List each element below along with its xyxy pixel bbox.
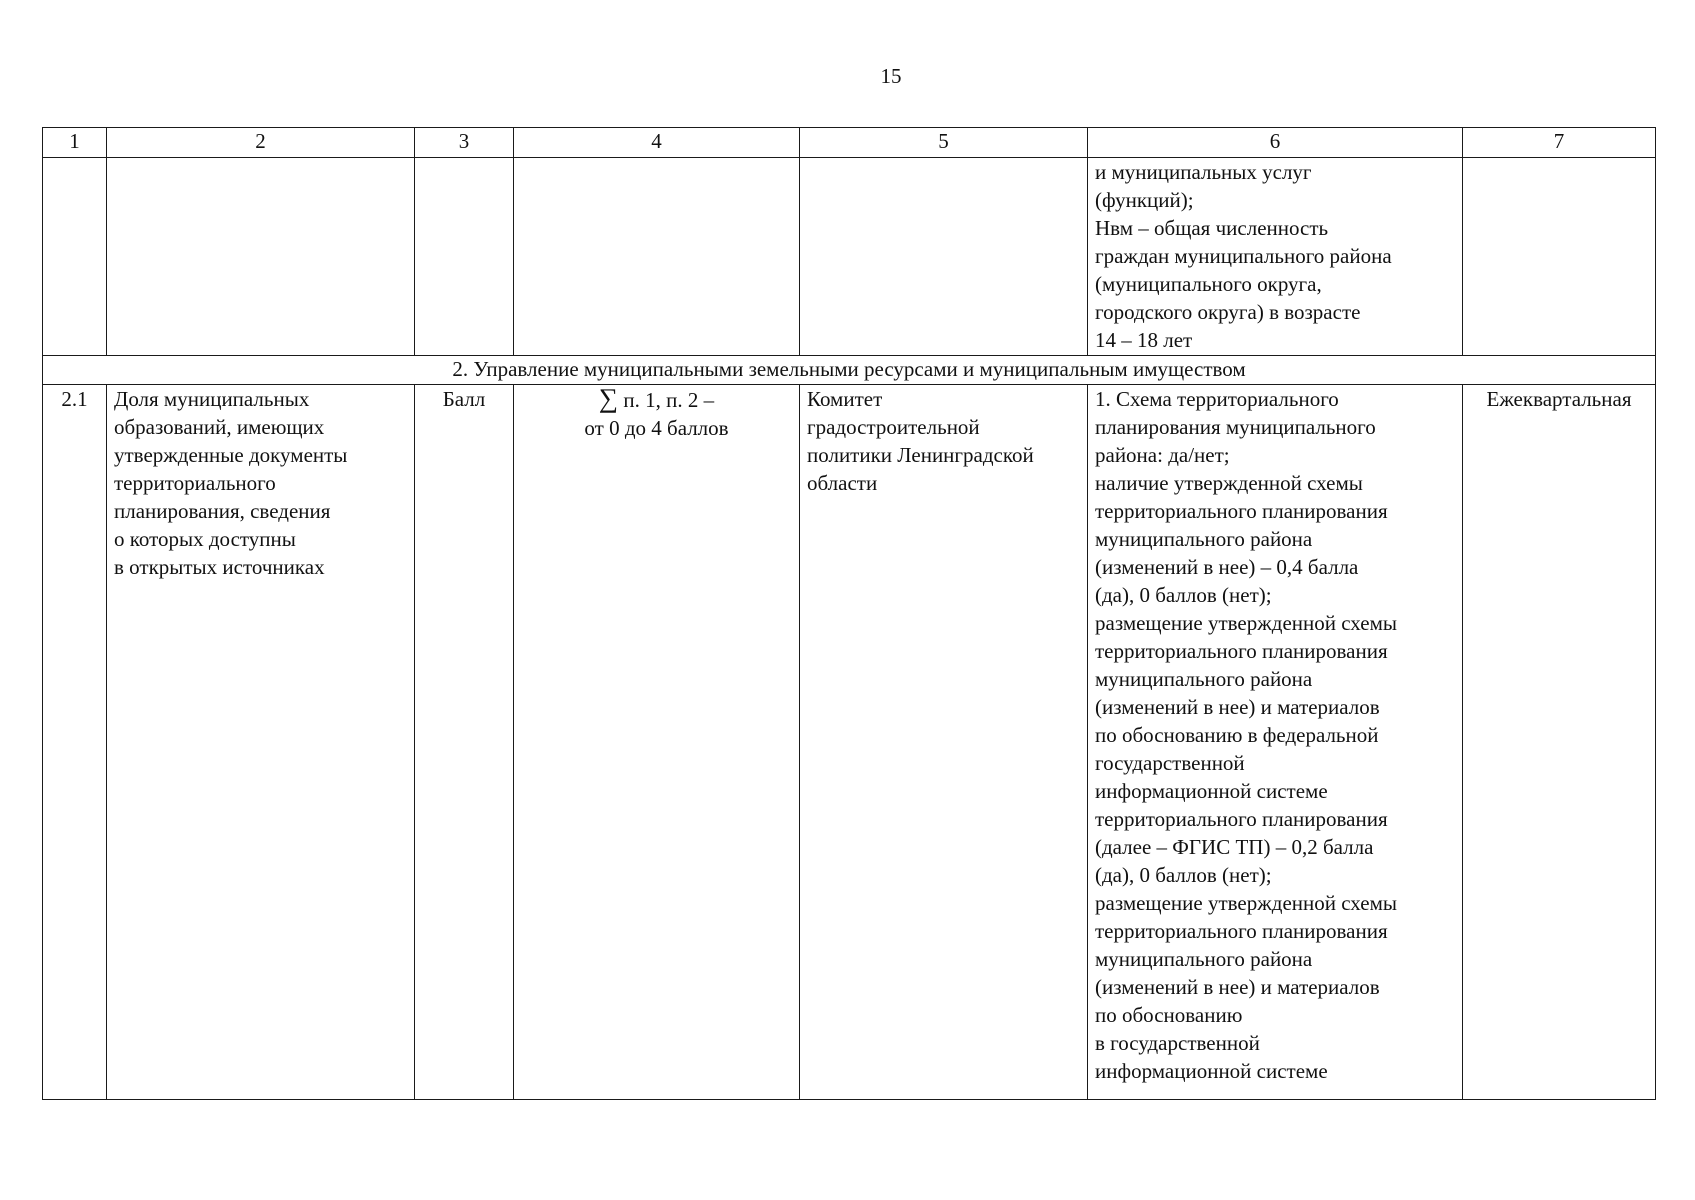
column-header-6: 6	[1088, 128, 1463, 158]
text-line: в государственной	[1095, 1031, 1260, 1055]
indicator-name-cell	[107, 385, 415, 1100]
table-row-2-1	[43, 385, 1656, 1100]
indicators-table	[42, 127, 1656, 1100]
text-line: о которых доступны	[114, 527, 296, 551]
text-line: по обоснованию	[1095, 1003, 1243, 1027]
text-line: Доля муниципальных	[114, 387, 310, 411]
text-line: (да), 0 баллов (нет);	[1095, 583, 1272, 607]
formula-text: п. 1, п. 2 –	[618, 388, 715, 412]
text-line: Нвм – общая численность	[1095, 216, 1329, 240]
text-line: (да), 0 баллов (нет);	[1095, 863, 1272, 887]
text-line: (функций);	[1095, 188, 1194, 212]
text-line: городского округа) в возрасте	[1095, 300, 1361, 324]
text-line: планирования, сведения	[114, 499, 331, 523]
text-line: в открытых источниках	[114, 555, 325, 579]
text-line: граждан муниципального района	[1095, 244, 1392, 268]
text-line: (муниципального округа,	[1095, 272, 1322, 296]
section-heading: 2. Управление муниципальными земельными ресурсами и муниципальным имуществом	[43, 356, 1656, 385]
formula-line	[521, 385, 792, 414]
text-line: Комитет	[807, 387, 883, 411]
text-line: 14 – 18 лет	[1095, 328, 1193, 352]
text-line: градостроительной	[807, 415, 980, 439]
continuation-method-cell	[1088, 158, 1463, 356]
column-header-3: 3	[415, 128, 514, 158]
text-line: государственной	[1095, 751, 1245, 775]
calculation-method-cell	[1088, 385, 1463, 1100]
text-line: территориального планирования	[1095, 919, 1388, 943]
continuation-cell-7	[1463, 158, 1656, 356]
continuation-cell-2	[107, 158, 415, 356]
text-line: территориального	[114, 471, 276, 495]
text-line: муниципального района	[1095, 947, 1313, 971]
continuation-cell-5	[800, 158, 1088, 356]
text-line: территориального планирования	[1095, 639, 1388, 663]
continuation-row	[43, 158, 1656, 356]
row-number: 2.1	[43, 385, 107, 1100]
text-line: утвержденные документы	[114, 443, 348, 467]
text-line: информационной системе	[1095, 1059, 1328, 1083]
continuation-cell-3	[415, 158, 514, 356]
unit-cell: Балл	[415, 385, 514, 1100]
text-line: размещение утвержденной схемы	[1095, 611, 1397, 635]
text-line: (изменений в нее) и материалов	[1095, 975, 1380, 999]
column-number-header-row	[43, 128, 1656, 158]
column-header-4: 4	[514, 128, 800, 158]
text-line: размещение утвержденной схемы	[1095, 891, 1397, 915]
text-line: наличие утвержденной схемы	[1095, 471, 1363, 495]
column-header-2: 2	[107, 128, 415, 158]
column-header-5: 5	[800, 128, 1088, 158]
text-line: планирования муниципального	[1095, 415, 1376, 439]
text-line: 1. Схема территориального	[1095, 387, 1339, 411]
text-line: (изменений в нее) – 0,4 балла	[1095, 555, 1359, 579]
text-line: муниципального района	[1095, 667, 1313, 691]
formula-cell	[514, 385, 800, 1100]
text-line: муниципального района	[1095, 527, 1313, 551]
sigma-symbol: ∑	[598, 383, 619, 413]
frequency-cell: Ежеквартальная	[1463, 385, 1656, 1100]
text-line: области	[807, 471, 878, 495]
responsible-authority-cell	[800, 385, 1088, 1100]
text-line: и муниципальных услуг	[1095, 160, 1312, 184]
text-line: (изменений в нее) и материалов	[1095, 695, 1380, 719]
text-line: образований, имеющих	[114, 415, 325, 439]
text-line: (далее – ФГИС ТП) – 0,2 балла	[1095, 835, 1374, 859]
text-line: информационной системе	[1095, 779, 1328, 803]
section-heading-row	[43, 356, 1656, 385]
page-number: 15	[880, 64, 902, 88]
formula-range: от 0 до 4 баллов	[584, 416, 729, 440]
text-line: района: да/нет;	[1095, 443, 1230, 467]
text-line: территориального планирования	[1095, 807, 1388, 831]
continuation-cell-1	[43, 158, 107, 356]
text-line: политики Ленинградской	[807, 443, 1034, 467]
continuation-cell-4	[514, 158, 800, 356]
text-line: по обоснованию в федеральной	[1095, 723, 1379, 747]
text-line: территориального планирования	[1095, 499, 1388, 523]
column-header-1: 1	[43, 128, 107, 158]
column-header-7: 7	[1463, 128, 1656, 158]
